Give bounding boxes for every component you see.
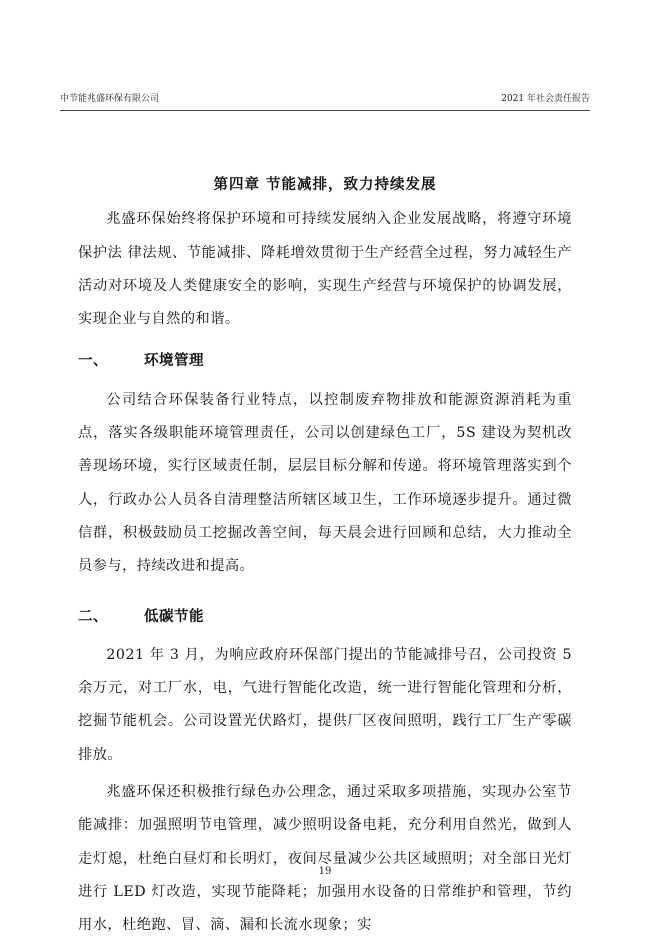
page-content xyxy=(78,168,572,943)
chapter-title: 第四章 节能减排，致力持续发展 xyxy=(213,176,437,193)
page-header xyxy=(60,91,590,107)
section-number: 二、 xyxy=(78,607,108,625)
header-rule xyxy=(60,110,590,111)
section-title: 环境管理 xyxy=(144,352,204,370)
section-heading-environment xyxy=(78,344,572,377)
header-report-title: 2021 年社会责任报告 xyxy=(501,94,590,104)
section-heading-low-carbon xyxy=(78,600,572,633)
low-carbon-paragraph-1: 2021 年 3 月，为响应政府环保部门提出的节能减排号召，公司投资 5 余万元，对工厂水，电，气进行智能化改造，统一进行智能化管理和分析，挖掘节能机会。公司设置光伏路灯，提供厂区夜间照明，践行工厂生产零碳排放。 xyxy=(78,646,572,763)
section-number: 一、 xyxy=(78,352,108,370)
low-carbon-paragraph-2: 兆盛环保还积极推行绿色办公理念，通过采取多项措施，实现办公室节能减排：加强照明节电管理，减少照明设备电耗，充分利用自然光，做到人走灯熄，杜绝白昼灯和长明灯，夜间尽量减少公共区域照明；对全部日光灯进行 LED 灯改造，实现节能降耗；加强用水设备的日常维护和管理，节约用水，杜绝跑、冒、滴、漏和长流水现象；实 xyxy=(78,784,572,934)
page-number: 19 xyxy=(318,866,332,877)
environment-paragraph: 公司结合环保装备行业特点，以控制废弃物排放和能源资源消耗为重点，落实各级职能环境管理责任，公司以创建绿色工厂，5S 建设为契机改善现场环境，实行区域责任制，层层目标分解和传递。将环境管理落实到个人，行政办公人员各自清理整洁所辖区域卫生，工作环境逐步提升。通过微信群，积极鼓励员工挖掘改善空间，每天晨会进行回顾和总结，大力推动全员参与，持续改进和提高。 xyxy=(78,391,572,575)
section-title: 低碳节能 xyxy=(144,607,204,625)
header-company: 中节能兆盛环保有限公司 xyxy=(60,94,160,104)
intro-paragraph: 兆盛环保始终将保护环境和可持续发展纳入企业发展战略，将遵守环境保护法 律法规、节能减排、降耗增效贯彻于生产经营全过程，努力减轻生产活动对环境及人类健康安全的影响，实现生产经营与环境保护的协调发展，实现企业与自然的和谐。 xyxy=(78,211,572,328)
